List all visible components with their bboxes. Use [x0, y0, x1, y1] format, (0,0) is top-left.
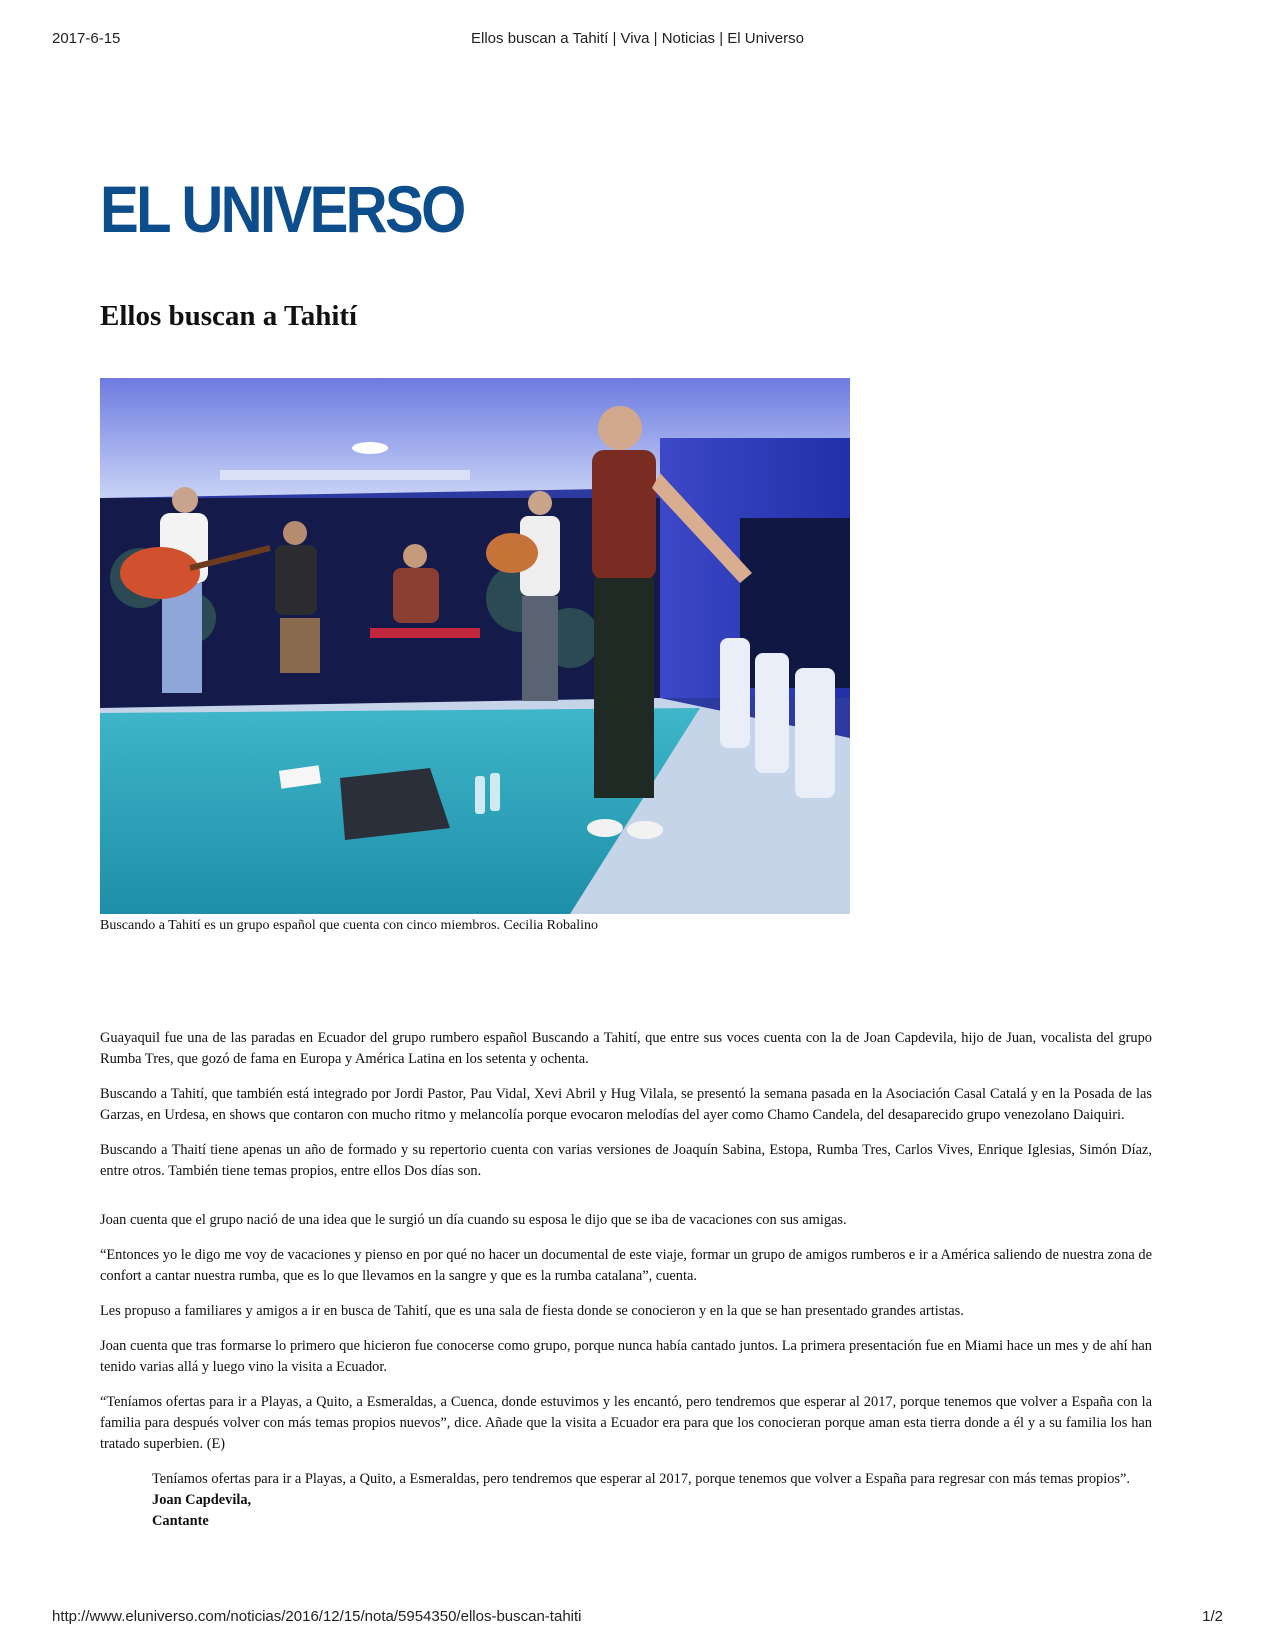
pull-quote-text: Teníamos ofertas para ir a Playas, a Quito, a Esmeraldas, pero tendremos que esperar al 2017, porque tenemos que volver a España para regresar con más temas propios”. — [152, 1471, 1131, 1487]
article-paragraph: “Teníamos ofertas para ir a Playas, a Quito, a Esmeraldas, a Cuenca, donde estuvimos y les encantó, pero tendremos que esperar al 2017, porque tenemos que volver a España con la familia para después volver con más temas propios nuevos”, dice. Añade que la visita a Ecuador era para que los conocieran porque aman esta tierra donde a él y a su familia los han tratado superbien. (E) — [100, 1394, 1152, 1452]
print-date: 2017-6-15 — [52, 30, 121, 47]
article-paragraph: Les propuso a familiares y amigos a ir en busca de Tahití, que es una sala de fiesta donde se conocieron y en la que se han presentado grandes artistas. — [100, 1303, 964, 1319]
article-paragraph: Joan cuenta que el grupo nació de una idea que le surgió un día cuando su esposa le dijo que se iba de vacaciones con sus amigas. — [100, 1212, 847, 1228]
pull-quote-author: Joan Capdevila, — [152, 1492, 252, 1508]
pull-quote-role: Cantante — [152, 1513, 209, 1529]
print-footer — [52, 1608, 1223, 1630]
article-body — [100, 1028, 1152, 1532]
pull-quote — [152, 1469, 1152, 1532]
article-paragraph: Buscando a Thaití tiene apenas un año de formado y su repertorio cuenta con varias versiones de Joaquín Sabina, Estopa, Rumba Tres, Carlos Vives, Enrique Iglesias, Simón Díaz, entre otros. También tiene temas propios, entre ellos Dos días son. — [100, 1142, 1152, 1179]
band-performance-image — [100, 378, 850, 914]
article-paragraph: Joan cuenta que tras formarse lo primero que hicieron fue conocerse como grupo, porque nunca había cantado juntos. La primera presentación fue en Miami hace un mes y de ahí han tenido varias allá y luego vino la visita a Ecuador. — [100, 1338, 1152, 1375]
print-page-title: Ellos buscan a Tahití | Viva | Noticias | El Universo — [471, 30, 804, 47]
article-headline: Ellos buscan a Tahití — [100, 300, 358, 332]
article-paragraph: Buscando a Tahití, que también está integrado por Jordi Pastor, Pau Vidal, Xevi Abril y Hug Vilala, se presentó la semana pasada en la Asociación Casal Catalá y en la Posada de las Garzas, en Urdesa, en shows que contaron con mucho ritmo y melancolía porque evocaron melodías del ayer como Chamo Candela, del desaparecido grupo venezolano Daiquiri. — [100, 1086, 1152, 1123]
article-paragraph: Guayaquil fue una de las paradas en Ecuador del grupo rumbero español Buscando a Tahití, que entre sus voces cuenta con la de Joan Capdevila, hijo de Juan, vocalista del grupo Rumba Tres, que gozó de fama en Europa y América Latina en los setenta y ochenta. — [100, 1030, 1152, 1067]
article-photo — [100, 378, 850, 914]
photo-caption: Buscando a Tahití es un grupo español que cuenta con cinco miembros. Cecilia Robalino — [100, 918, 598, 933]
page-url[interactable]: http://www.eluniverso.com/noticias/2016/12/15/nota/5954350/ellos-buscan-tahiti — [52, 1608, 582, 1625]
el-universo-logo[interactable]: EL UNIVERSO — [100, 172, 464, 246]
article-paragraph: “Entonces yo le digo me voy de vacaciones y pienso en por qué no hacer un documental de este viaje, formar un grupo de amigos rumberos e ir a América saliendo de nuestra zona de confort a cantar nuestra rumba, que es lo que llevamos en la sangre y que es la rumba catalana”, cuenta. — [100, 1247, 1152, 1284]
print-header — [52, 30, 1223, 52]
page-number: 1/2 — [1202, 1608, 1223, 1625]
